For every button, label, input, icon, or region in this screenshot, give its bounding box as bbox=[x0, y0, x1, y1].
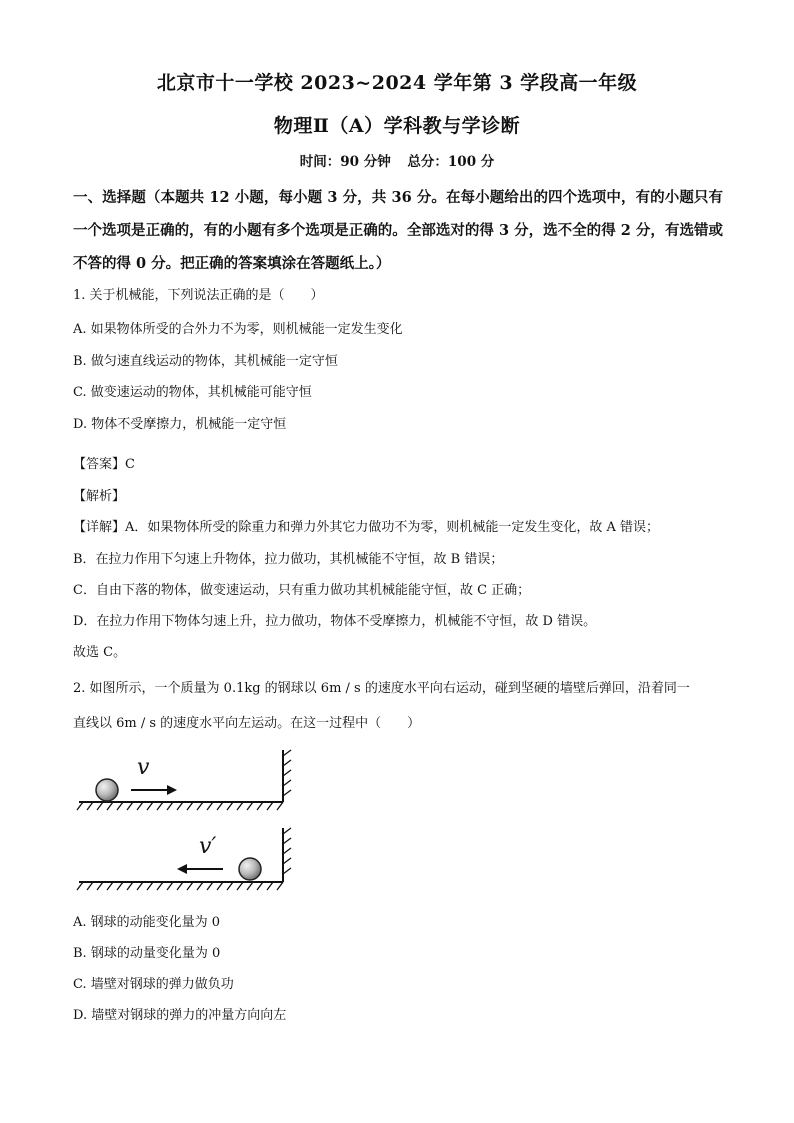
q2-option-b: B. 钢球的动量变化量为 0 bbox=[73, 946, 221, 961]
ball-wall-diagram bbox=[75, 748, 295, 898]
arrow-left-icon bbox=[177, 864, 187, 874]
ball bbox=[96, 779, 118, 801]
q2-stem-line1: 2. 如图所示，一个质量为 0.1kg 的钢球以 6m / s 的速度水平向右运动，碰到坚硬的墙壁后弹回，沿着同一 bbox=[73, 681, 690, 696]
q2-option-d: D. 墙壁对钢球的弹力的冲量方向向左 bbox=[73, 1008, 287, 1023]
exam-meta bbox=[0, 150, 794, 170]
q1-analysis-label: 【解析】 bbox=[73, 489, 126, 504]
q1-detail-line: B．在拉力作用下匀速上升物体，拉力做功，其机械能不守恒，故 B 错误； bbox=[73, 552, 504, 567]
bottom-scene bbox=[77, 828, 291, 890]
q2-option-a: A. 钢球的动能变化量为 0 bbox=[73, 915, 221, 930]
q1-option-b: B. 做匀速直线运动的物体，其机械能一定守恒 bbox=[73, 354, 338, 369]
velocity-label: v bbox=[137, 755, 150, 780]
wall-hatching bbox=[283, 828, 291, 874]
top-scene bbox=[77, 750, 291, 810]
q1-stem: 1. 关于机械能，下列说法正确的是（ ） bbox=[73, 288, 324, 303]
q1-option-a: A. 如果物体所受的合外力不为零，则机械能一定发生变化 bbox=[73, 322, 403, 337]
q2-option-c: C. 墙壁对钢球的弹力做负功 bbox=[73, 977, 234, 992]
answer-label: 【答案】 bbox=[73, 457, 126, 472]
section-instructions: 一、选择题（本题共 12 小题，每小题 3 分，共 36 分。在每小题给出的四个选项中，有的小题只有一个选项是正确的，有的小题有多个选项是正确的。全部选对的得 3 分，选不全的得 2 分，有选错或不答的得 0 分。把正确的答案填涂在答题纸上。） bbox=[73, 189, 723, 272]
arrow-right-icon bbox=[167, 785, 177, 795]
ball bbox=[239, 858, 261, 880]
q1-detail-line: D．在拉力作用下物体匀速上升，拉力做功，物体不受摩擦力，机械能不守恒，故 D 错误。 bbox=[73, 614, 597, 629]
answer-value: C bbox=[125, 457, 135, 472]
q1-detail-line: 故选 C。 bbox=[73, 645, 127, 660]
exam-subtitle: 物理Ⅱ（A）学科教与学诊断 bbox=[273, 115, 521, 137]
q1-option-c: C. 做变速运动的物体，其机械能可能守恒 bbox=[73, 385, 312, 400]
exam-score: 总分：100 分 bbox=[407, 154, 495, 170]
q1-detail-line: 【详解】A．如果物体所受的除重力和弹力外其它力做功不为零，则机械能一定发生变化，故 A 错误； bbox=[73, 520, 660, 535]
floor-hatching bbox=[77, 882, 283, 890]
floor-hatching bbox=[77, 802, 283, 810]
q1-option-d: D. 物体不受摩擦力，机械能一定守恒 bbox=[73, 417, 287, 432]
exam-time: 时间：90 分钟 bbox=[299, 154, 391, 170]
wall-hatching bbox=[283, 750, 291, 796]
exam-title: 北京市十一学校 2023~2024 学年第 3 学段高一年级 bbox=[156, 72, 638, 94]
q1-detail-line: C．自由下落的物体，做变速运动，只有重力做功其机械能能守恒，故 C 正确； bbox=[73, 583, 531, 598]
velocity-prime-label: v′ bbox=[199, 834, 217, 859]
q1-answer bbox=[73, 453, 135, 472]
q2-stem-line2: 直线以 6m / s 的速度水平向左运动。在这一过程中（ ） bbox=[73, 716, 421, 731]
